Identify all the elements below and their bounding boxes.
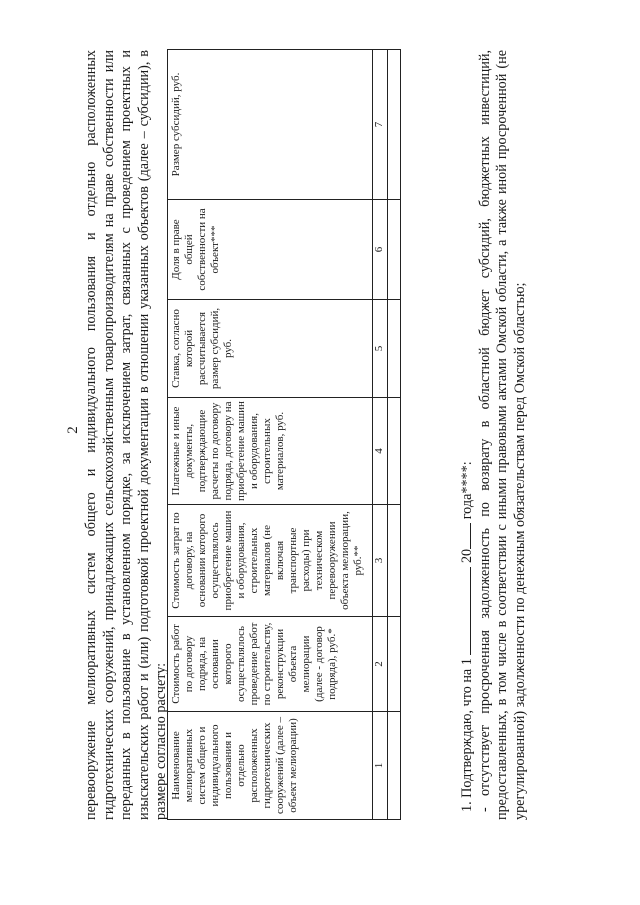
year-blank (456, 523, 471, 549)
date-blank (456, 567, 471, 655)
table-cell (388, 712, 401, 820)
table-cell (388, 505, 401, 617)
confirmation-section (456, 50, 529, 820)
header-rate: Ставка, согласно которой рассчитывается размер субсидий, руб. (168, 300, 373, 398)
year-prefix: 20 (459, 548, 475, 564)
table-cell (388, 617, 401, 712)
intro-paragraph (83, 50, 171, 820)
table-header-row (168, 50, 373, 820)
confirmation-line (456, 50, 477, 820)
column-number: 2 (373, 617, 388, 712)
header-ownership-share: Доля в праве общей собственности на объект*** (168, 200, 373, 300)
table-cell (388, 398, 401, 505)
header-payment-documents: Платежные и иные документы, подтверждающие расчеты по договору подряда, договору на приобретение машин и оборудования, строительных материалов, руб. (168, 398, 373, 505)
year-suffix: года****: (459, 461, 475, 520)
column-number: 7 (373, 50, 388, 200)
header-equipment-cost: Стоимость затрат по договору, на основании которого осуществлялось приобретение машин и оборудования, строительных материалов (не включая транспортные расходы) при техническом перевооружении объекта мелиорации, руб.** (168, 505, 373, 617)
subsidy-calculation-table (167, 49, 401, 820)
column-number: 5 (373, 300, 388, 398)
header-work-cost: Стоимость работ по договору подряда, на основании которого осуществлялось проведение работ по строительству, реконструкции объекта мелиорации (далее - договор подряда), руб.* (168, 617, 373, 712)
table-cell (388, 300, 401, 398)
table-empty-row (388, 50, 401, 820)
column-number: 6 (373, 200, 388, 300)
rotated-document-page (65, 30, 585, 830)
table-cell (388, 200, 401, 300)
column-number: 1 (373, 712, 388, 820)
intro-text: перевооружение мелиоративных систем общего и индивидуального пользования и отдельно расположенных гидротехнических сооружений, принадлежащих сельскохозяйственным товаропроизводителям на праве собственности или переданных в пользование в установленном порядке, за исключением затрат, связанных с проведением проектных и изыскательских работ и (или) подготовкой проектной документации в отношении указанных объектов (далее – субсидии), в размере согласно расчету: (83, 50, 169, 820)
table-cell (388, 50, 401, 200)
page-number: 2 (65, 426, 81, 434)
header-subsidy-size: Размер субсидий, руб. (168, 50, 373, 200)
confirmation-bullet: - отсутствует просроченная задолженность по возврату в областной бюджет субсидий, бюджетных инвестиций, предоставленных, в том числе в соответствии с иными правовыми актами Омской области, а также иной просроченной (не урегулированной) задолженности по денежным обязательствам перед Омской областью; (476, 50, 528, 820)
confirmation-lead: 1. Подтверждаю, что на 1 (459, 658, 475, 812)
table-column-numbers-row (373, 50, 388, 820)
column-number: 3 (373, 505, 388, 617)
header-object-name: Наименование мелиоративных систем общего и индивидуального пользования и отдельно расположенных гидротехнических сооружений (далее – объект мелиорации) (168, 712, 373, 820)
column-number: 4 (373, 398, 388, 505)
